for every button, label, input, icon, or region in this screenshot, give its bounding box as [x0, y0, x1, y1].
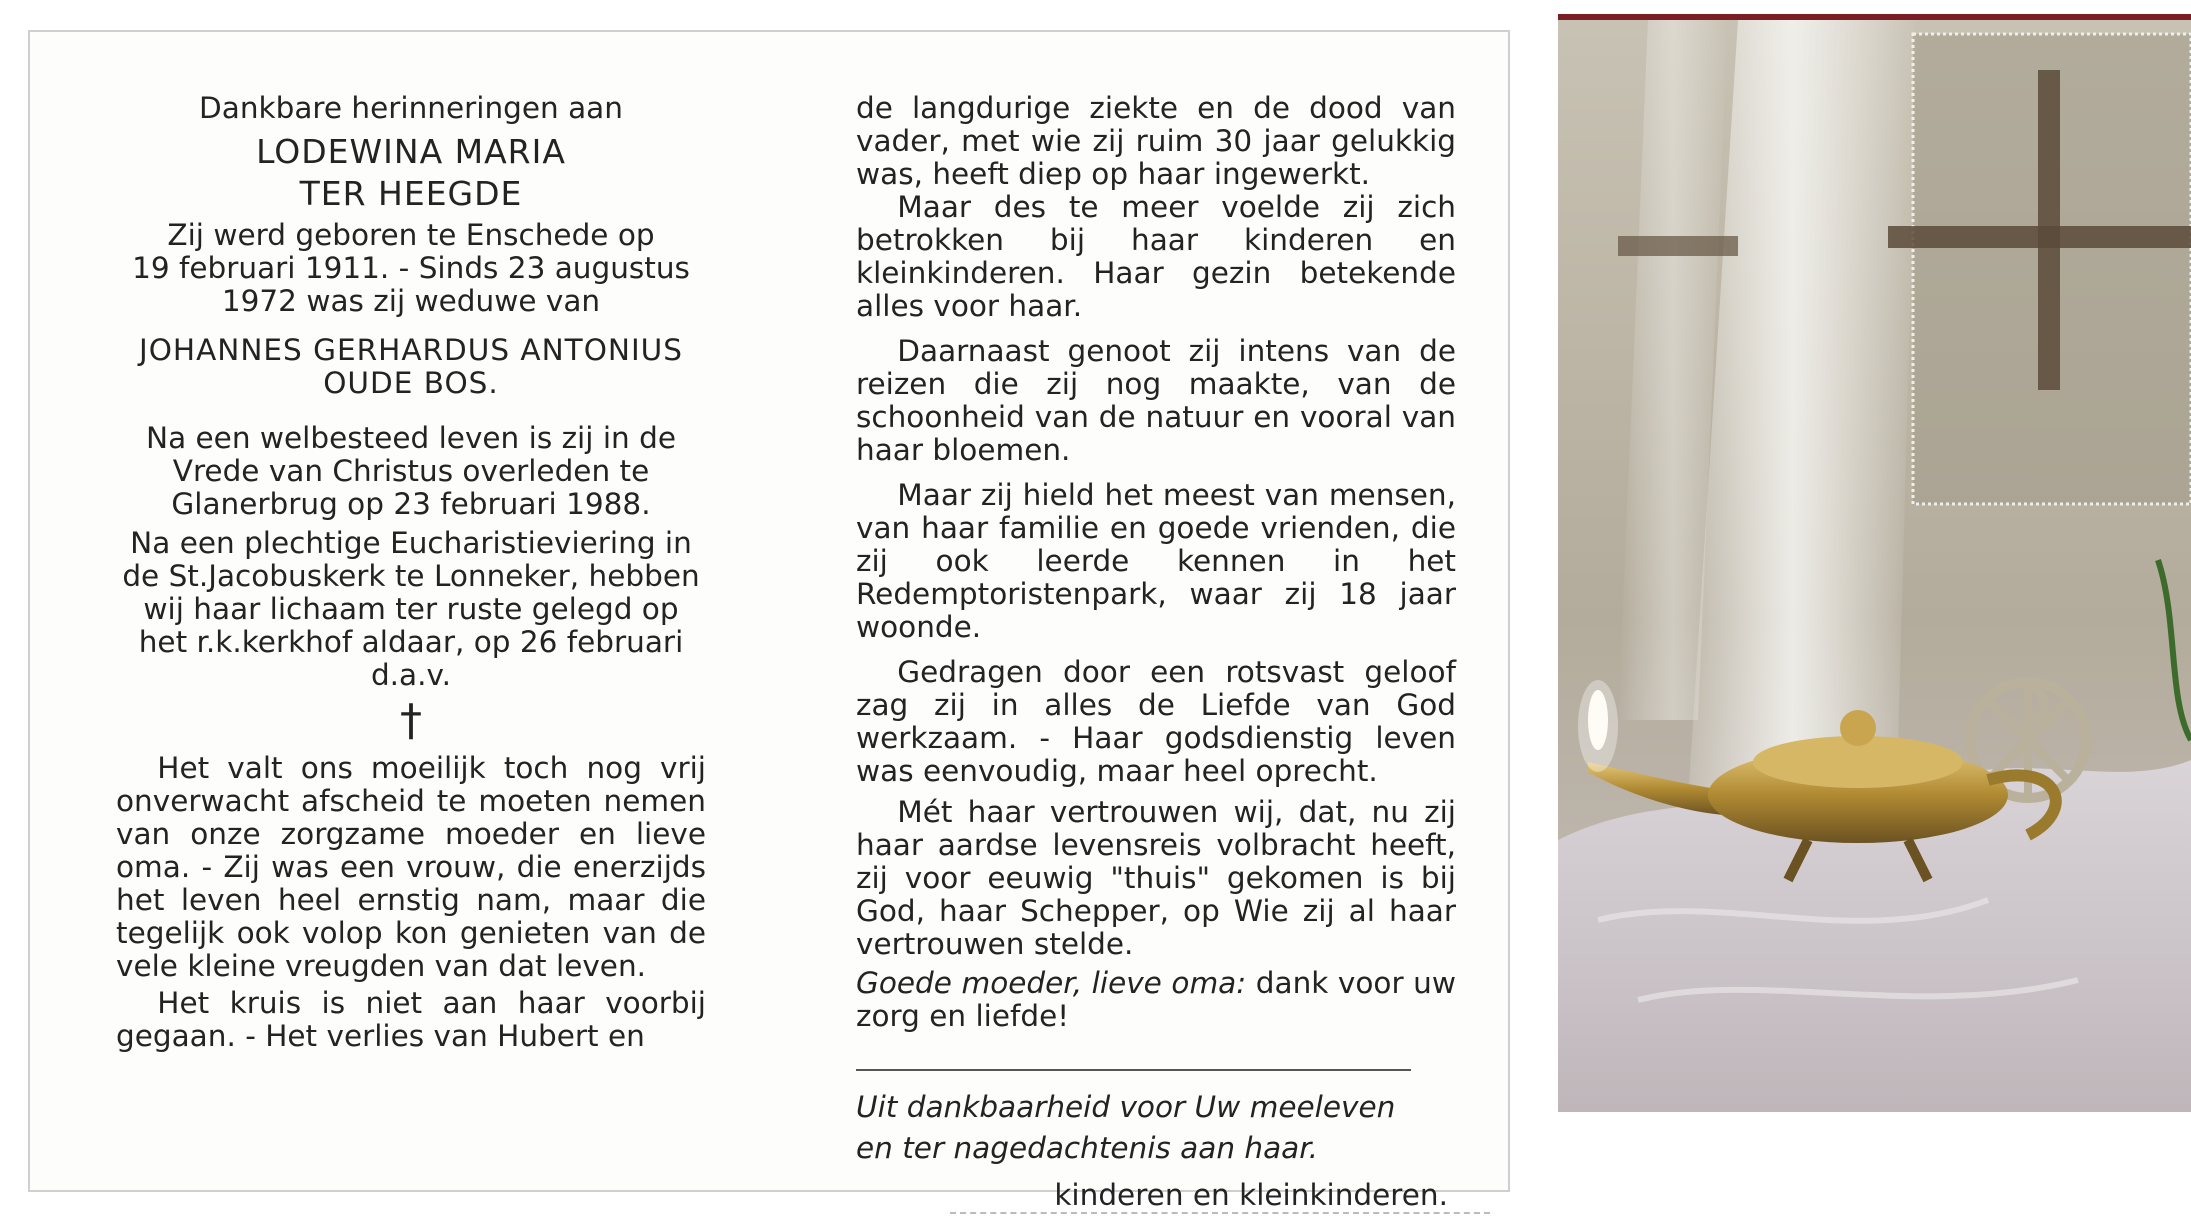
death-paragraph: Na een welbesteed leven is zij in de Vrede van Christus overleden te Glanerbrug op 23 februari 1988.: [146, 421, 676, 521]
funeral-paragraph: Na een plechtige Eucharistieviering in de St.Jacobuskerk te Lonneker, hebben wij haar lichaam ter ruste gelegd op het r.k.kerkhof aldaar, op 26 februari d.a.v.: [122, 526, 700, 692]
birth-line3: 1972 was zij weduwe van: [221, 284, 601, 318]
divider-line: [856, 1069, 1411, 1071]
signature-line: kinderen en kleinkinderen.: [1054, 1178, 1448, 1212]
thanks-line2: en ter nagedachtenis aan haar.: [856, 1131, 1319, 1165]
intro-text: Dankbare herinneringen aan: [199, 91, 623, 125]
closing-line: [856, 967, 1456, 1033]
left-column: [116, 92, 706, 1053]
husband-name-line1: JOHANNES GERHARDUS ANTONIUS: [139, 333, 683, 367]
right-paragraph-4: Maar zij hield het meest van mensen, van haar familie en goede vrienden, die zij ook leerde kennen in het Redemptoristenpark, waar zij 18 jaar woonde.: [856, 478, 1456, 644]
thanks-line1: Uit dankbaarheid voor Uw meeleven: [856, 1090, 1396, 1124]
cross-horizontal: [1888, 226, 2191, 248]
cross-icon: †: [400, 695, 422, 746]
left-paragraph-1: Het valt ons moeilijk toch nog vrij onverwacht afscheid te moeten nemen van onze zorgzame moeder en lieve oma. - Zij was een vrouw, die enerzijds het leven heel ernstig nam, maar die tegelijk ook volop kon genieten van de vele kleine vreugden van dat leven.: [116, 751, 706, 983]
religious-painting: [1558, 14, 2191, 1112]
deceased-name-line1: LODEWINA MARIA: [256, 132, 566, 171]
right-paragraph-5: Gedragen door een rotsvast geloof zag zij in alles de Liefde van God werkzaam. - Haar godsdienstig leven was eenvoudig, maar heel oprecht.: [856, 655, 1456, 788]
deceased-name-line2: TER HEEGDE: [299, 174, 523, 213]
right-paragraph-3: Daarnaast genoot zij intens van de reizen die zij nog maakte, van de schoonheid van de natuur en vooral van haar bloemen.: [856, 334, 1456, 467]
closing-normal: dank voor uw zorg en liefde!: [856, 966, 1456, 1033]
lamp-knob: [1840, 710, 1876, 746]
right-paragraph-6: Mét haar vertrouwen wij, dat, nu zij haar aardse levensreis volbracht heeft, zij voor eeuwig "thuis" gekomen is bij God, haar Schepper, op Wie zij al haar vertrouwen stelde.: [856, 795, 1456, 961]
flame-glow: [1578, 680, 1618, 772]
right-column: [856, 92, 1456, 1212]
right-paragraph-2: Maar des te meer voelde zij zich betrokken bij haar kinderen en kleinkinderen. Haar gezin betekende alles voor haar.: [856, 190, 1456, 323]
closing-italic: Goede moeder, lieve oma:: [856, 966, 1247, 1000]
birth-line1: Zij werd geboren te Enschede op: [167, 218, 655, 252]
cross-shadow-left: [1618, 236, 1738, 256]
left-paragraph-2: Het kruis is niet aan haar voorbij gegaan. - Het verlies van Hubert en: [116, 986, 706, 1053]
birth-line2: 19 februari 1911. - Sinds 23 augustus: [132, 251, 690, 285]
memorial-card: [28, 30, 1510, 1212]
right-paragraph-1: de langdurige ziekte en de dood van vader, met wie zij ruim 30 jaar gelukkig was, heeft diep op haar ingewerkt.: [856, 91, 1456, 191]
scan-artifact: [950, 1212, 1490, 1217]
oil-lamp-cross-illustration: [1558, 20, 2191, 1112]
husband-name-line2: OUDE BOS.: [323, 366, 499, 400]
